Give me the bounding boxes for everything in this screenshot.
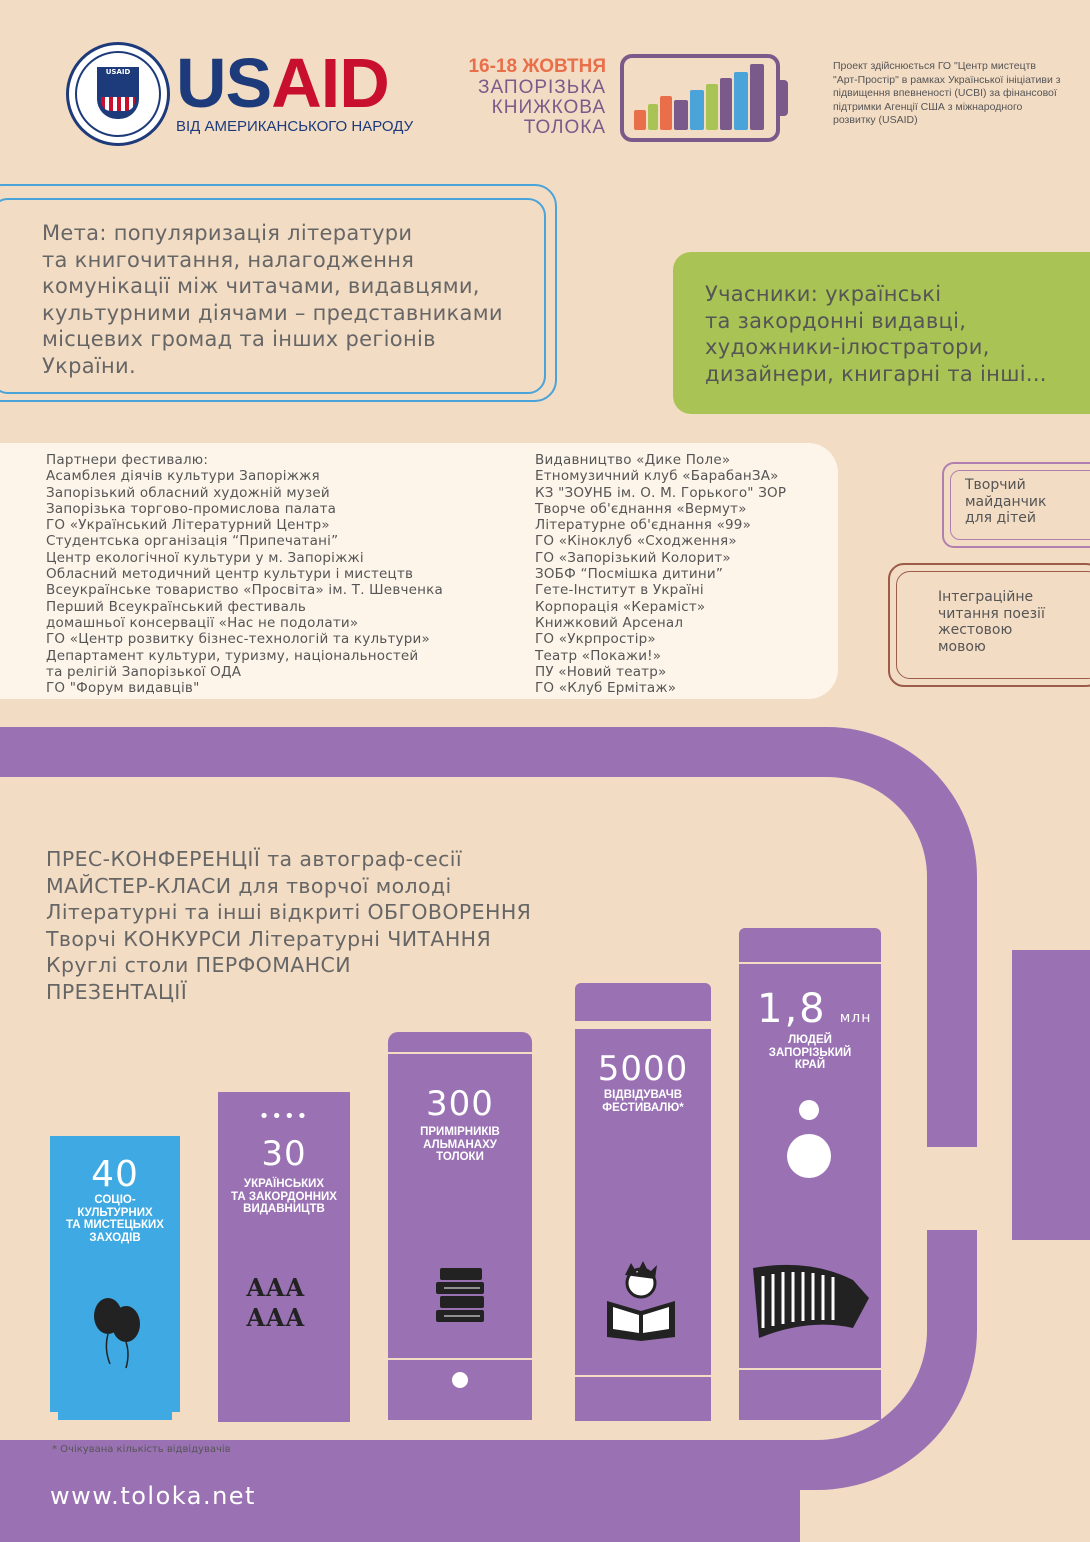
website-link[interactable]: www.toloka.net xyxy=(50,1482,256,1510)
letters-icon xyxy=(244,1272,324,1332)
list-item: МАЙСТЕР-КЛАСИ для творчої молоді xyxy=(46,873,452,898)
list-item: ПУ «Новий театр» xyxy=(535,663,667,680)
stat-population xyxy=(739,928,881,1420)
list-item: ГО "Форум видавців" xyxy=(46,680,200,697)
stat-unit: млн xyxy=(839,1010,872,1026)
usaid-seal-tag: USAID xyxy=(97,67,139,77)
dam-icon xyxy=(749,1258,873,1342)
list-item: Всеукраїнське товариство «Просвіта» ім. Т. Шевченка xyxy=(46,582,444,599)
list-item: Книжковий Арсенал xyxy=(535,614,684,631)
goal-text: Мета: популяризація літератури та книгочитання, налагодження комунікації між читачами, видавцями, культурними діячами – представниками місцевих громад та інших регіонів України. xyxy=(42,221,503,378)
stat-value: 30 xyxy=(261,1134,307,1174)
participants-text: Учасники: українські та закордонні видавці, художники-ілюстратори, дизайнери, книгарні та інші... xyxy=(705,282,1047,386)
partners-heading: Партнери фестивалю: xyxy=(46,452,209,468)
list-item: Видавництво «Дике Поле» xyxy=(535,452,731,468)
battery-books-logo-icon xyxy=(620,54,780,142)
stat-publishers xyxy=(218,1092,350,1422)
list-item: ПРЕЗЕНТАЦІЇ xyxy=(46,979,188,1004)
project-note: Проект здійснюється ГО "Центр мистецтв "Арт-Простір" в рамках Української ініціативи з підвищення впевненості (UCBI) за фінансової підтримки Агенції США з міжнародного розвитку (USAID) xyxy=(833,60,1061,126)
dots-icon: •••• xyxy=(258,1106,310,1127)
usaid-logo: USAID xyxy=(176,44,389,122)
stat-value: 1,8 млн xyxy=(757,986,872,1032)
sign-language-box-text: Інтеграційне читання поезії жестовою мовою xyxy=(938,589,1045,655)
battery-tip-icon xyxy=(780,80,788,116)
usaid-tagline: ВІД АМЕРИКАНСЬКОГО НАРОДУ xyxy=(176,118,414,135)
stat-caption: УКРАЇНСЬКИХ ТА ЗАКОРДОННИХ ВИДАВНИЦТВ xyxy=(231,1178,337,1215)
list-item: Літературні та інші відкриті ОБГОВОРЕННЯ xyxy=(46,900,532,924)
list-item: ПРЕС-КОНФЕРЕНЦІЇ та автограф-сесії xyxy=(46,847,462,871)
list-item: Запорізький обласний художній музей xyxy=(46,484,330,501)
side-block xyxy=(1012,950,1090,1240)
list-item: Запорізька торгово-промислова палата xyxy=(46,500,337,517)
stat-value: 40 xyxy=(91,1154,139,1195)
list-item: Перший Всеукраїнський фестиваль xyxy=(46,598,307,615)
list-item: Етномузичний клуб «БарабанЗА» xyxy=(535,468,779,485)
list-item: Гете-Інститут в Україні xyxy=(535,582,704,599)
festival-dates: 16-18 ЖОВТНЯ xyxy=(468,56,606,77)
list-item: Літературне об'єднання «99» xyxy=(535,517,752,534)
festival-name: ЗАПОРІЗЬКА КНИЖКОВА ТОЛОКА xyxy=(477,77,606,138)
list-item: ГО «Центр розвитку бізнес-технологій та культури» xyxy=(46,631,430,648)
list-item: та релігій Запорізької ОДА xyxy=(46,663,242,680)
svg-text:ААА: ААА xyxy=(246,1273,305,1302)
reader-icon xyxy=(601,1261,681,1341)
list-item: ГО «Кіноклуб «Сходження» xyxy=(535,533,737,550)
list-item: Студентська організація “Припечатані” xyxy=(46,533,339,550)
list-item: Театр «Покажи!» xyxy=(535,647,662,664)
dot-large-icon xyxy=(787,1134,831,1178)
usaid-seal-icon xyxy=(66,42,170,146)
list-item: ГО «Запорізький Колорит» xyxy=(535,549,731,566)
balloons-icon xyxy=(86,1294,146,1374)
activities-list xyxy=(46,846,646,1005)
list-item: ГО «Клуб Ермітаж» xyxy=(535,680,677,697)
list-item: Асамблея діячів культури Запоріжжя xyxy=(46,468,320,485)
stat-caption: ВІДВІДУВАЧВ ФЕСТИВАЛЮ* xyxy=(602,1089,684,1114)
dot-small-icon xyxy=(799,1100,819,1120)
list-item: ЗОБФ “Посмішка дитини” xyxy=(535,566,724,583)
footnote: * Очікувана кількість відвідувачів xyxy=(52,1444,231,1455)
list-item: Круглі столи ПЕРФОМАНСИ xyxy=(46,953,351,977)
list-item: ГО «Український Літературний Центр» xyxy=(46,517,330,534)
book-stack-icon xyxy=(434,1264,490,1328)
list-item: Творчі КОНКУРСИ Літературні ЧИТАННЯ xyxy=(46,926,492,951)
partners-list-left xyxy=(46,452,516,696)
svg-text:ААА: ААА xyxy=(246,1303,305,1332)
list-item: Творче об'єднання «Вермут» xyxy=(535,500,747,517)
list-item: Департамент культури, туризму, національностей xyxy=(46,647,419,664)
stat-events xyxy=(50,1136,180,1420)
list-item: Центр екологічної культури у м. Запоріжжі xyxy=(46,549,364,566)
stat-caption: ЛЮДЕЙ ЗАПОРІЗЬКИЙ КРАЙ xyxy=(768,1034,852,1071)
list-item: Корпорація «Кераміст» xyxy=(535,598,706,615)
stat-almanac xyxy=(388,1032,532,1420)
list-item: домашньої консервації «Нас не подолати» xyxy=(46,614,359,631)
stat-value: 300 xyxy=(426,1084,494,1124)
stat-value: 5000 xyxy=(597,1049,689,1089)
partners-list-right xyxy=(535,452,835,696)
home-button-icon xyxy=(452,1372,468,1388)
list-item: КЗ "ЗОУНБ ім. О. М. Горького" ЗОР xyxy=(535,484,787,501)
list-item: Обласний методичний центр культури і мистецтв xyxy=(46,566,414,583)
list-item: ГО «Укрпростір» xyxy=(535,631,656,648)
kids-box-text: Творчий майданчик для дітей xyxy=(965,477,1047,526)
stat-caption: ПРИМІРНИКІВ АЛЬМАНАХУ ТОЛОКИ xyxy=(420,1126,500,1163)
stat-visitors xyxy=(575,983,711,1421)
stat-caption: СОЦІО- КУЛЬТУРНИХ ТА МИСТЕЦЬКИХ ЗАХОДІВ xyxy=(66,1194,164,1244)
